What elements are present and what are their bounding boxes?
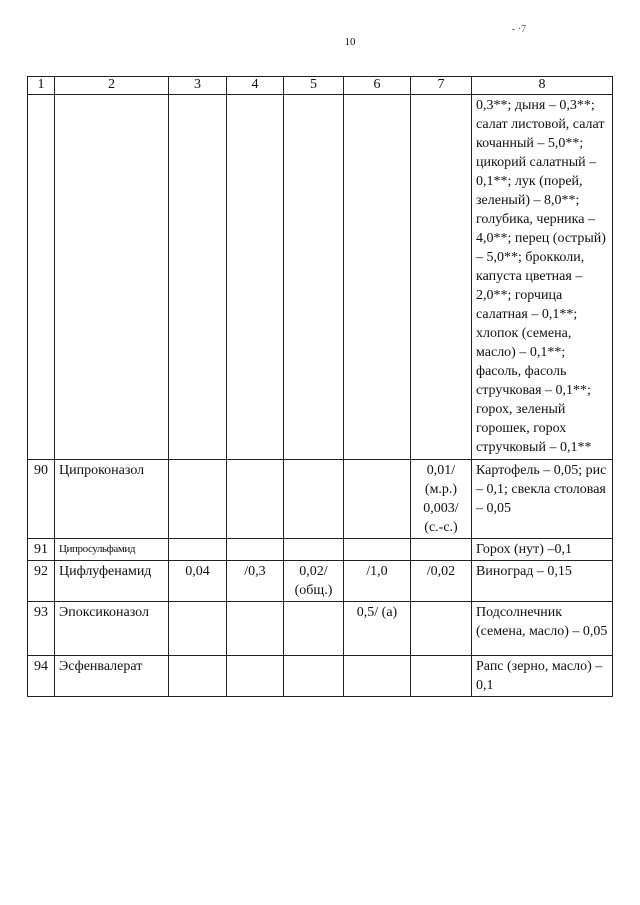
column-header: 3 bbox=[169, 77, 227, 95]
table-cell bbox=[411, 539, 472, 561]
column-header: 4 bbox=[227, 77, 284, 95]
table-cell: Картофель – 0,05; рис – 0,1; свекла столовая – 0,05 bbox=[472, 460, 613, 539]
column-header: 7 bbox=[411, 77, 472, 95]
table-row-continuation bbox=[28, 95, 613, 460]
table-cell: Подсолнечник (семена, масло) – 0,05 bbox=[472, 602, 613, 656]
table-cell: Горох (нут) –0,1 bbox=[472, 539, 613, 561]
table-cell bbox=[28, 95, 55, 460]
table-cell bbox=[227, 602, 284, 656]
column-header: 5 bbox=[284, 77, 344, 95]
substance-name: Ципроконазол bbox=[55, 460, 169, 539]
table-cell: 0,04 bbox=[169, 561, 227, 602]
column-header: 2 bbox=[55, 77, 169, 95]
table-cell bbox=[344, 95, 411, 460]
table-cell bbox=[169, 539, 227, 561]
table-cell bbox=[284, 95, 344, 460]
table-cell bbox=[411, 656, 472, 697]
table-cell bbox=[344, 460, 411, 539]
column-header: 8 bbox=[472, 77, 613, 95]
table-cell bbox=[169, 656, 227, 697]
table-cell: /1,0 bbox=[344, 561, 411, 602]
table-cell bbox=[284, 539, 344, 561]
table-cell bbox=[284, 602, 344, 656]
substance-name: Ципросульфамид bbox=[55, 539, 169, 561]
table-cell bbox=[411, 602, 472, 656]
table-header-row bbox=[28, 77, 613, 95]
substance-name: Эпоксиконазол bbox=[55, 602, 169, 656]
table-row bbox=[28, 602, 613, 656]
row-number: 92 bbox=[28, 561, 55, 602]
page-number: 10 bbox=[344, 36, 356, 48]
row-number: 90 bbox=[28, 460, 55, 539]
table-cell bbox=[169, 460, 227, 539]
substance-name: Цифлуфенамид bbox=[55, 561, 169, 602]
table-cell bbox=[55, 95, 169, 460]
table-row bbox=[28, 561, 613, 602]
table-cell bbox=[284, 656, 344, 697]
table-cell bbox=[284, 460, 344, 539]
table-cell bbox=[227, 460, 284, 539]
row-number: 93 bbox=[28, 602, 55, 656]
table-cell: /0,3 bbox=[227, 561, 284, 602]
corner-mark: - ·7 bbox=[512, 24, 527, 35]
table-row bbox=[28, 656, 613, 697]
table-cell: 0,02/ (общ.) bbox=[284, 561, 344, 602]
table-row bbox=[28, 460, 613, 539]
residue-table bbox=[27, 76, 613, 697]
table-cell bbox=[169, 602, 227, 656]
table-cell: Рапс (зерно, масло) – 0,1 bbox=[472, 656, 613, 697]
table-cell bbox=[169, 95, 227, 460]
row-number: 94 bbox=[28, 656, 55, 697]
table-cell bbox=[227, 95, 284, 460]
table-cell: /0,02 bbox=[411, 561, 472, 602]
table-cell bbox=[227, 656, 284, 697]
continuation-cell: 0,3**; дыня – 0,3**; салат листовой, салат кочанный – 5,0**; цикорий салатный – 0,1**; лук (порей, зеленый) – 8,0**; голубика, черника – 4,0**; перец (острый) – 5,0**; брокколи, капуста цветная – 2,0**; горчица салатная – 0,1**; хлопок (семена, масло) – 0,1**; фасоль, фасоль стручковая – 0,1**; горох, зеленый горошек, горох стручковый – 0,1** bbox=[472, 95, 613, 460]
table-cell bbox=[344, 656, 411, 697]
table-cell: 0,01/ (м.р.) 0,003/ (с.-с.) bbox=[411, 460, 472, 539]
substance-name: Эсфенвалерат bbox=[55, 656, 169, 697]
table-cell bbox=[227, 539, 284, 561]
table-cell: Виноград – 0,15 bbox=[472, 561, 613, 602]
column-header: 1 bbox=[28, 77, 55, 95]
table-row bbox=[28, 539, 613, 561]
row-number: 91 bbox=[28, 539, 55, 561]
table-cell: 0,5/ (а) bbox=[344, 602, 411, 656]
table-cell bbox=[344, 539, 411, 561]
column-header: 6 bbox=[344, 77, 411, 95]
table-cell bbox=[411, 95, 472, 460]
